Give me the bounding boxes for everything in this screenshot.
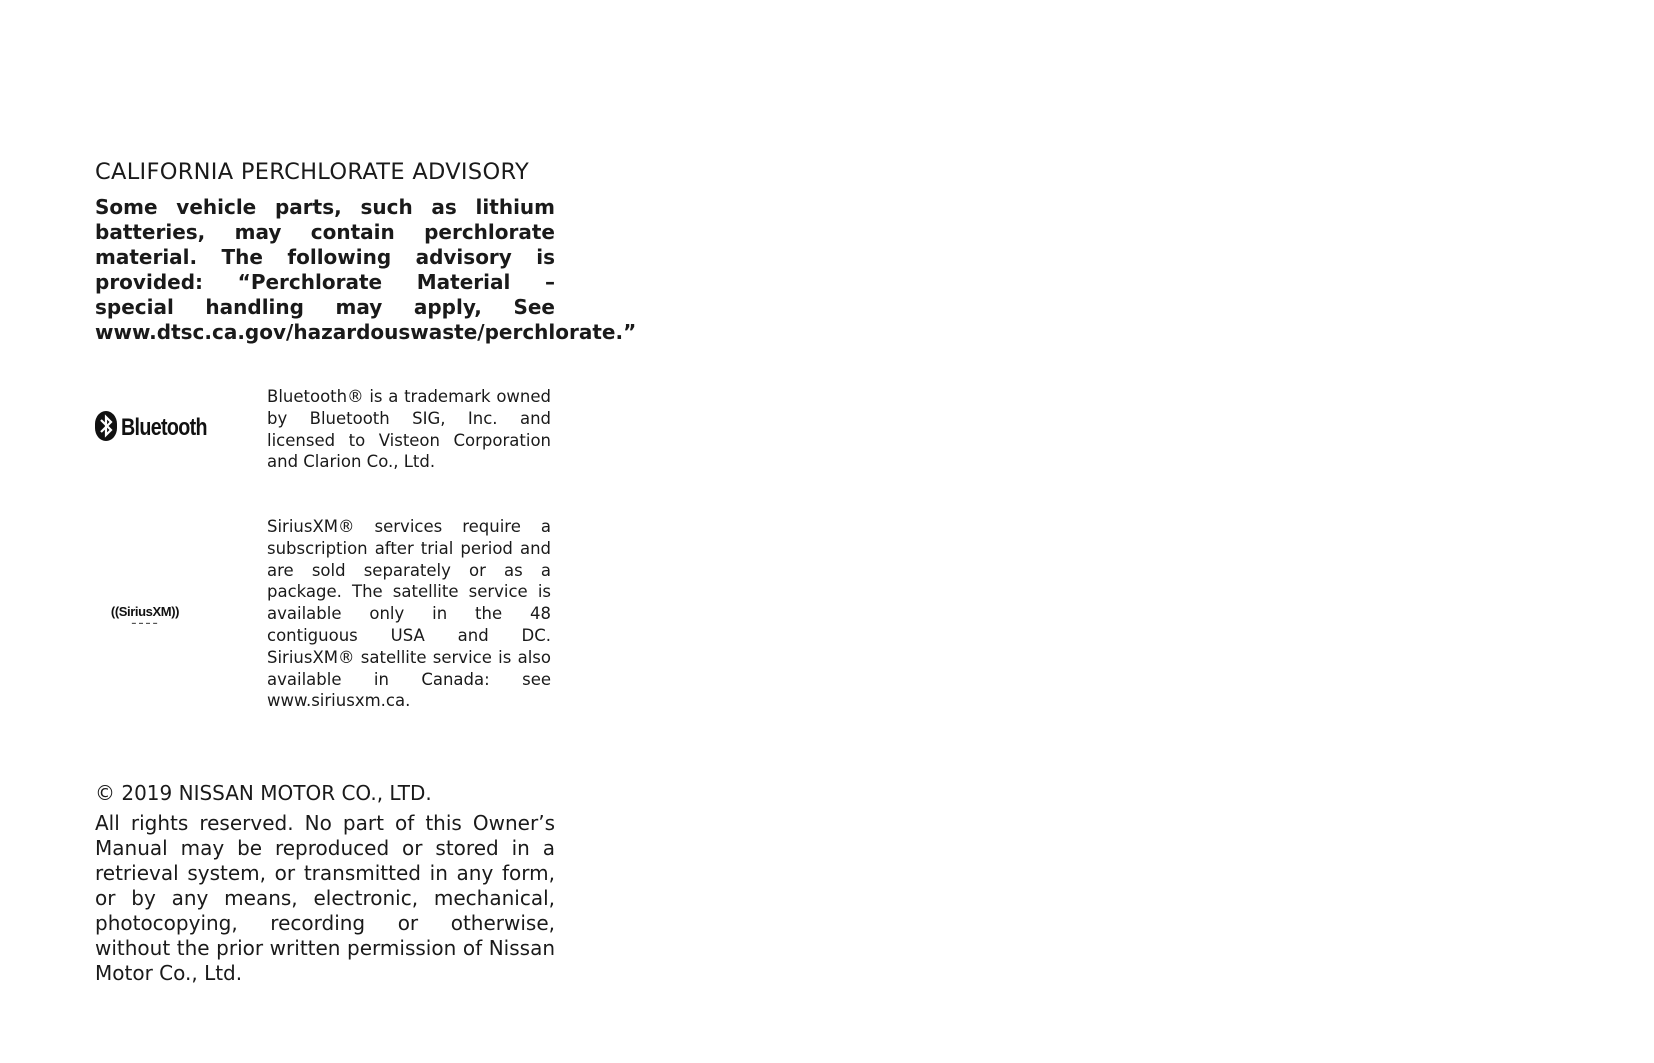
page-content-column [95, 158, 637, 985]
siriusxm-wordmark: ((SiriusXM)) [110, 604, 180, 619]
rights-reserved-text: All rights reserved. No part of this Owner’s Manual may be reproduced or stored in a retrieval system, or transmitted in any form, or by any means, electronic, mechanical, photocopying, recording or otherwise, without the prior written permission of Nissan Motor Co., Ltd. [95, 811, 555, 985]
copyright-line: © 2019 NISSAN MOTOR CO., LTD. [95, 781, 432, 805]
bluetooth-logo [95, 411, 226, 445]
bluetooth-trademark-section [95, 386, 555, 476]
siriusxm-trademark-text: SiriusXM® services require a subscription after trial period and are sold separately or as a package. The satellite service is available only in the 48 contiguous USA and DC. SiriusXM® satellite service is also available in Canada: see www.siriusxm.ca. [267, 517, 551, 711]
bluetooth-rune-icon [95, 411, 117, 445]
perchlorate-advisory-title: CALIFORNIA PERCHLORATE ADVISORY [95, 159, 529, 185]
bluetooth-trademark-text: Bluetooth® is a trademark owned by Bluetooth SIG, Inc. and licensed to Visteon Corporation and Clarion Co., Ltd. [267, 387, 551, 472]
bluetooth-wordmark: Bluetooth [121, 414, 207, 441]
siriusxm-logo [95, 604, 195, 625]
siriusxm-tagline-mark: ▬ ▬ ▬ ▬ [131, 620, 159, 625]
siriusxm-trademark-section [95, 516, 555, 716]
perchlorate-advisory-text: Some vehicle parts, such as lithium batteries, may contain perchlorate material. The following advisory is provided: “Perchlorate Material – special handling may apply, See www.dtsc.ca.gov/hazardouswaste/perchlorate.” [95, 195, 637, 344]
